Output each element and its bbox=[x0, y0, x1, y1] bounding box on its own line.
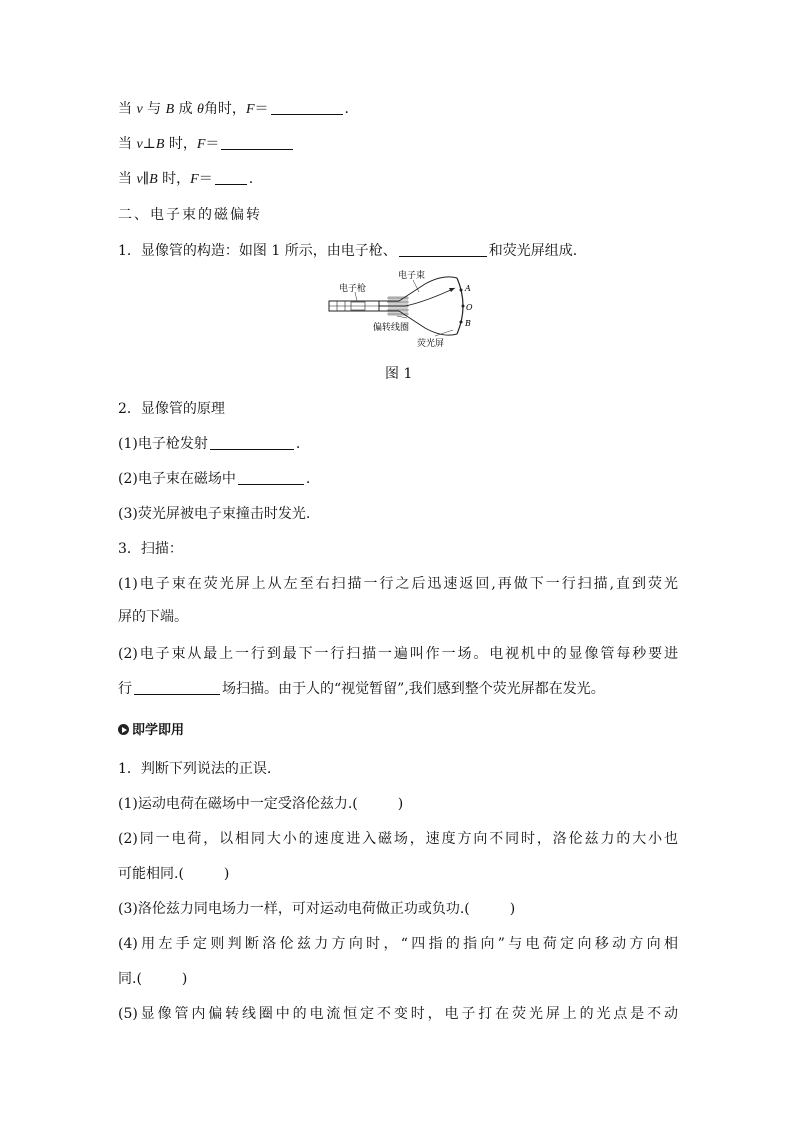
text: 可能相同. bbox=[118, 866, 179, 882]
parallel-symbol: ∥ bbox=[142, 171, 150, 187]
crt-diagram bbox=[325, 266, 475, 348]
label-B: B bbox=[465, 319, 471, 328]
text: 当 bbox=[118, 136, 132, 152]
section-title: 二、电子束的磁偏转 bbox=[118, 207, 262, 223]
text: 同. bbox=[118, 971, 137, 987]
section-heading bbox=[118, 205, 262, 225]
fill-blank[interactable] bbox=[399, 242, 487, 257]
paren: ) bbox=[181, 971, 188, 987]
equals: ＝ bbox=[205, 136, 220, 152]
label-A: A bbox=[465, 284, 471, 293]
line-perpendicular-case bbox=[118, 134, 295, 155]
var-B: B bbox=[155, 137, 165, 152]
text: . bbox=[248, 171, 254, 187]
paragraph-scan-2b bbox=[118, 679, 605, 699]
fill-blank[interactable] bbox=[238, 470, 304, 485]
paragraph-scan-2a bbox=[118, 644, 678, 664]
line-angle-case bbox=[118, 99, 349, 120]
text: (1)电子枪发射 bbox=[118, 436, 208, 452]
var-F: F bbox=[196, 137, 206, 152]
var-v: v bbox=[136, 102, 143, 117]
label-screen: 荧光屏 bbox=[417, 339, 445, 348]
fill-blank[interactable] bbox=[134, 680, 220, 695]
question-4b bbox=[118, 969, 187, 989]
var-v: v bbox=[136, 172, 143, 187]
var-theta: θ bbox=[197, 102, 204, 117]
text: 和荧光屏组成. bbox=[488, 243, 578, 259]
paragraph-scan-title bbox=[118, 539, 183, 559]
paren: ) bbox=[397, 796, 404, 812]
text: . bbox=[305, 471, 311, 487]
text: (2)同一电荷，以相同大小的速度进入磁场，速度方向不同时，洛伦兹力的大小也 bbox=[118, 831, 678, 847]
text: 3．扫描： bbox=[118, 541, 183, 557]
paren: ) bbox=[223, 866, 230, 882]
text: (3)荧光屏被电子束撞击时发光. bbox=[118, 506, 311, 522]
text: (1)电子束在荧光屏上从左至右扫描一行之后迅速返回,再做下一行扫描,直到荧光 bbox=[118, 576, 678, 592]
var-F: F bbox=[190, 172, 199, 187]
perp-symbol: ⊥ bbox=[142, 136, 156, 152]
paren: ) bbox=[509, 901, 516, 917]
text: . bbox=[344, 101, 349, 117]
text: 1．判断下列说法的正误. bbox=[118, 761, 272, 777]
paren: ( bbox=[178, 866, 184, 882]
text: . bbox=[295, 436, 301, 452]
text: (2)电子束在磁场中 bbox=[118, 471, 236, 487]
text: 1．显像管的构造：如图 1 所示，由电子枪、 bbox=[118, 243, 397, 259]
label-beam: 电子束 bbox=[398, 271, 426, 281]
paren: ( bbox=[352, 796, 358, 812]
question-4a bbox=[118, 934, 678, 954]
var-v: v bbox=[136, 137, 143, 152]
text: 与 bbox=[147, 101, 162, 117]
fill-blank[interactable] bbox=[271, 100, 343, 115]
var-B: B bbox=[165, 102, 175, 117]
paragraph-scan-1b bbox=[118, 607, 188, 627]
question-3 bbox=[118, 899, 515, 919]
text: 当 bbox=[118, 171, 132, 187]
figure-caption: 图 1 bbox=[385, 366, 413, 382]
text: 成 bbox=[178, 101, 193, 117]
electron-beam bbox=[379, 288, 455, 306]
practice-title: 即学即用 bbox=[132, 723, 185, 738]
paragraph-scan-1a bbox=[118, 574, 678, 594]
line-parallel-case bbox=[118, 169, 253, 190]
fill-blank[interactable] bbox=[215, 170, 247, 185]
text: 时， bbox=[168, 136, 197, 152]
label-O: O bbox=[466, 303, 473, 312]
text: (3)洛伦兹力同电场力一样，可对运动电荷做正功或负功. bbox=[118, 901, 465, 917]
text: (4)用左手定则判断洛伦兹力方向时，“四指的指向”与电荷定向移动方向相 bbox=[118, 936, 678, 952]
text: 2．显像管的原理 bbox=[118, 401, 225, 417]
label-gun: 电子枪 bbox=[339, 284, 367, 294]
text: 行 bbox=[118, 681, 132, 697]
question-intro bbox=[118, 759, 271, 779]
paren: ( bbox=[464, 901, 470, 917]
fill-blank[interactable] bbox=[210, 435, 294, 450]
text: 场扫描。由于人的“视觉暂留”,我们感到整个荧光屏都在发光。 bbox=[222, 681, 605, 697]
var-F: F bbox=[245, 102, 255, 117]
text: 时， bbox=[162, 171, 191, 187]
text: 屏的下端。 bbox=[118, 609, 188, 625]
fill-blank[interactable] bbox=[221, 135, 293, 150]
paragraph-principle-1 bbox=[118, 434, 300, 454]
text: (5)显像管内偏转线圈中的电流恒定不变时，电子打在荧光屏上的光点是不动 bbox=[118, 1006, 678, 1022]
text: (2)电子束从最上一行到最下一行扫描一遍叫作一场。电视机中的显像管每秒要进 bbox=[118, 646, 678, 662]
paren: ( bbox=[136, 971, 142, 987]
equals: ＝ bbox=[254, 101, 269, 117]
paragraph-principle-3 bbox=[118, 504, 310, 524]
question-2a bbox=[118, 829, 678, 849]
var-B: B bbox=[149, 172, 158, 187]
paragraph-structure bbox=[118, 241, 577, 261]
paragraph-principle-2 bbox=[118, 469, 310, 489]
question-2b bbox=[118, 864, 229, 884]
play-circle-icon bbox=[118, 724, 129, 735]
practice-heading bbox=[118, 720, 184, 741]
text: (1)运动电荷在磁场中一定受洛伦兹力. bbox=[118, 796, 353, 812]
question-1 bbox=[118, 794, 403, 814]
question-5 bbox=[118, 1004, 678, 1024]
label-coil: 偏转线圈 bbox=[373, 323, 410, 333]
text: 角时， bbox=[203, 101, 246, 117]
text: 当 bbox=[118, 101, 132, 117]
paragraph-principle-title bbox=[118, 399, 225, 419]
equals: ＝ bbox=[198, 171, 213, 187]
